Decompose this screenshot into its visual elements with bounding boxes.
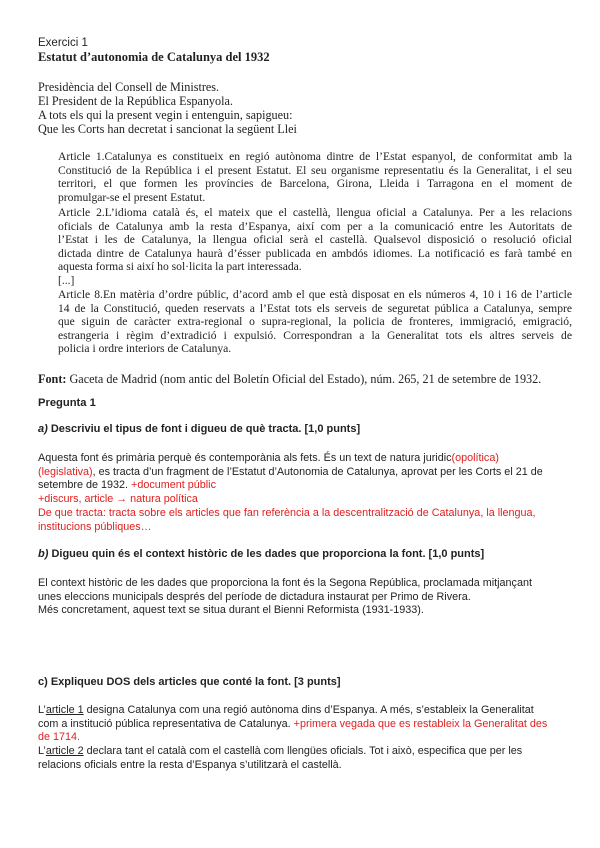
article-2 xyxy=(58,206,572,274)
question-text: Digueu quin és el context històric de les dades que proporciona la font. [1,0 punts] xyxy=(48,548,485,560)
document-title: Estatut d’autonomia de Catalunya del 1932 xyxy=(38,50,270,64)
annotation: de 1714. xyxy=(38,731,81,744)
answer-text: El context històric de les dades que proporciona la font és la Segona República, proclamada mitjançant xyxy=(38,577,532,589)
answer-a xyxy=(38,452,568,534)
source-citation xyxy=(38,372,541,387)
article-line: dictada dintre de Catalunya haurà d’ésser publicada en ambdós idiomes. La notificació es farà també en xyxy=(58,246,572,260)
answer-c xyxy=(38,704,568,773)
answer-text: designa Catalunya com una regió autònoma dins d’Espanya. A més, s’estableix la Generalitat xyxy=(83,704,534,716)
annotation: +discurs, article → natura política xyxy=(38,493,198,506)
answer-text: Aquesta font és primària perquè és contemporània als fets. És un text de natura juridic xyxy=(38,452,452,464)
preamble-line: Presidència del Consell de Ministres. xyxy=(38,80,220,94)
question-b-heading xyxy=(38,548,484,560)
article-line: Constitució de la República i el present Estatut. El seu organisme representatiu és la Generalitat, i el seu xyxy=(58,163,572,177)
answer-text: relacions oficials entre la resta d’Espanya s’utilitzarà el castellà. xyxy=(38,758,342,771)
omission-mark: [...] xyxy=(58,274,75,287)
answer-text: L’ xyxy=(38,745,46,758)
annotation: (legislativa) xyxy=(38,465,93,478)
answer-text: , es tracta d’un fragment de l’Estatut d’Autonomia de Catalunya, aprovat per les Corts el 21 de xyxy=(92,465,543,478)
article-line: aquesta forma si així ho sol·licita la part interessada. xyxy=(58,260,302,274)
source-label: Font: xyxy=(38,372,67,386)
article-line: oficials de Catalunya amb la resta d’Espanya, així com per a la comunicació entre les Autoritats de xyxy=(58,219,572,233)
question-letter: a) xyxy=(38,423,48,435)
question-text: Descriviu el tipus de font i digueu de què tracta. [1,0 punts] xyxy=(47,423,361,435)
article-line: 14 de la Constitució, queden reservats a l’Estat tots els serveis de seguretat pública a Catalunya, sempre xyxy=(58,301,572,315)
preamble-line: A tots els qui la present vegin i entenguin, sapigueu: xyxy=(38,108,293,122)
answer-b xyxy=(38,577,568,618)
answer-text: setembre de 1932. xyxy=(38,479,132,492)
article-line: estrangeria i règim d’extradició i expulsió. Correspondran a la Generalitat tots els altres serveis de xyxy=(58,328,572,342)
article-line: Article 1.Catalunya es constitueix en regió autònoma dintre de l’Estat espanyol, de conformitat amb la xyxy=(58,150,572,163)
annotation: +primera vegada que es restableix la Generalitat des xyxy=(293,717,548,730)
article-line: policia i ordre interiors de Catalunya. xyxy=(58,342,232,356)
article-line: l’Estat i les de Catalunya, la llengua oficial serà el castellà. Qualsevol disposició o resolució oficial xyxy=(58,233,572,247)
preamble-line: Que les Corts han decretat i sancionat la següent Llei xyxy=(38,122,297,136)
article-line: promulgar-se el present Estatut. xyxy=(58,190,206,204)
annotation: De que tracta: tracta sobre els articles que fan referència a la descentralització de Catalunya, la llengua, xyxy=(38,506,536,519)
preamble-line: El President de la República Espanyola. xyxy=(38,94,233,108)
question-a-heading xyxy=(38,423,360,435)
article-1 xyxy=(58,150,572,204)
question-c-heading: c) Expliqueu DOS dels articles que conté la font. [3 punts] xyxy=(38,676,341,688)
source-text: Gaceta de Madrid (nom antic del Boletín Oficial del Estado), núm. 265, 21 de setembre de 1932. xyxy=(66,372,542,386)
preamble xyxy=(38,80,297,136)
article-line: territori, el que formen les províncies de Barcelona, Girona, Lleida i Tarragona en el moment de xyxy=(58,177,572,191)
answer-text: Més concretament, aquest text se situa durant el Bienni Reformista (1931-1933). xyxy=(38,604,424,617)
article-line: Article 2.L’idioma català és, el mateix que el castellà, llengua oficial a Catalunya. Per a les relacions xyxy=(58,206,572,219)
article-8 xyxy=(58,288,572,356)
article-line: Article 8.En matèria d’ordre públic, d’acord amb el que està disposat en els números 4, 10 i 16 de l’article xyxy=(58,288,572,301)
article-reference: article 2 xyxy=(45,745,84,758)
annotation: +document públic xyxy=(131,479,216,492)
article-reference: article 1 xyxy=(45,704,84,716)
annotation: institucions públiques… xyxy=(38,520,152,533)
answer-text: L’ xyxy=(38,704,46,716)
article-line: que siguin de caràcter extra-regional o supra-regional, la policia de fronteres, immigració, emigració, xyxy=(58,315,572,329)
answer-text: declara tant el català com el castellà com llengües oficials. Tot i això, especifica que per les xyxy=(83,745,523,758)
question-title: Pregunta 1 xyxy=(38,397,96,409)
exercise-label: Exercici 1 xyxy=(38,37,88,49)
answer-text: unes eleccions municipals després del període de dictadura instaurat per Primo de Rivera. xyxy=(38,590,471,603)
annotation: (opolítica) xyxy=(451,452,499,464)
question-letter: b) xyxy=(38,548,49,560)
answer-text: com a institució pública representativa de Catalunya. xyxy=(38,717,294,730)
